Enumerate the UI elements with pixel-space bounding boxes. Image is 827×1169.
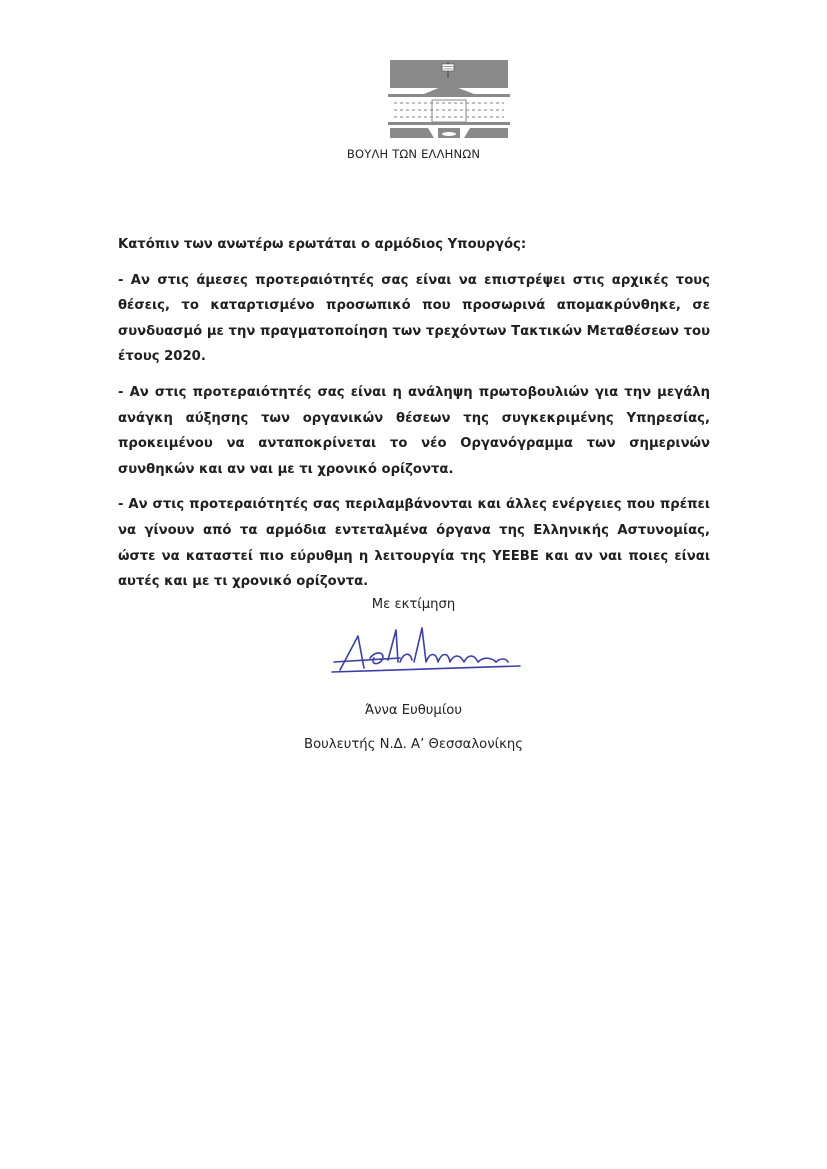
parliament-logo [388, 58, 510, 142]
signatory-name: Άννα Ευθυμίου [365, 703, 462, 718]
organization-name: ΒΟΥΛΗ ΤΩΝ ΕΛΛΗΝΩΝ [346, 147, 481, 161]
letter-body [118, 232, 710, 605]
signature-image [330, 622, 530, 682]
signatory-title: Βουλευτής Ν.Δ. Α’ Θεσσαλονίκης [304, 737, 523, 752]
question-3: - Αν στις προτεραιότητές σας περιλαμβάνονται και άλλες ενέργειες που πρέπει να γίνουν από τα αρμόδια εντεταλμένα όργανα της Ελληνικής Αστυνομίας, ώστε να καταστεί πιο εύρυθμη η λειτουργία της ΥΕΕΒΕ και αν ναι ποιες είναι αυτές και με τι χρονικό ορίζοντα. [118, 497, 710, 590]
salutation: Με εκτίμηση [371, 597, 456, 612]
question-2: - Αν στις προτεραιότητές σας είναι η ανάληψη πρωτοβουλιών για την μεγάλη ανάγκη αύξησης των οργανικών θέσεων της συγκεκριμένης Υπηρεσίας, προκειμένου να ανταποκρίνεται το νέο Οργανόγραμμα των σημερινών συνθηκών και αν ναι με τι χρονικό ορίζοντα. [118, 384, 710, 477]
question-1: - Αν στις άμεσες προτεραιότητές σας είναι να επιστρέψει στις αρχικές τους θέσεις, το καταρτισμένο προσωπικό που προσωρινά απομακρύνθηκε, σε συνδυασμό με την πραγματοποίηση των τρεχόντων Τακτικών Μεταθέσεων του έτους 2020. [118, 272, 710, 365]
intro-text: Κατόπιν των ανωτέρω ερωτάται ο αρμόδιος Υπουργός: [118, 237, 527, 252]
